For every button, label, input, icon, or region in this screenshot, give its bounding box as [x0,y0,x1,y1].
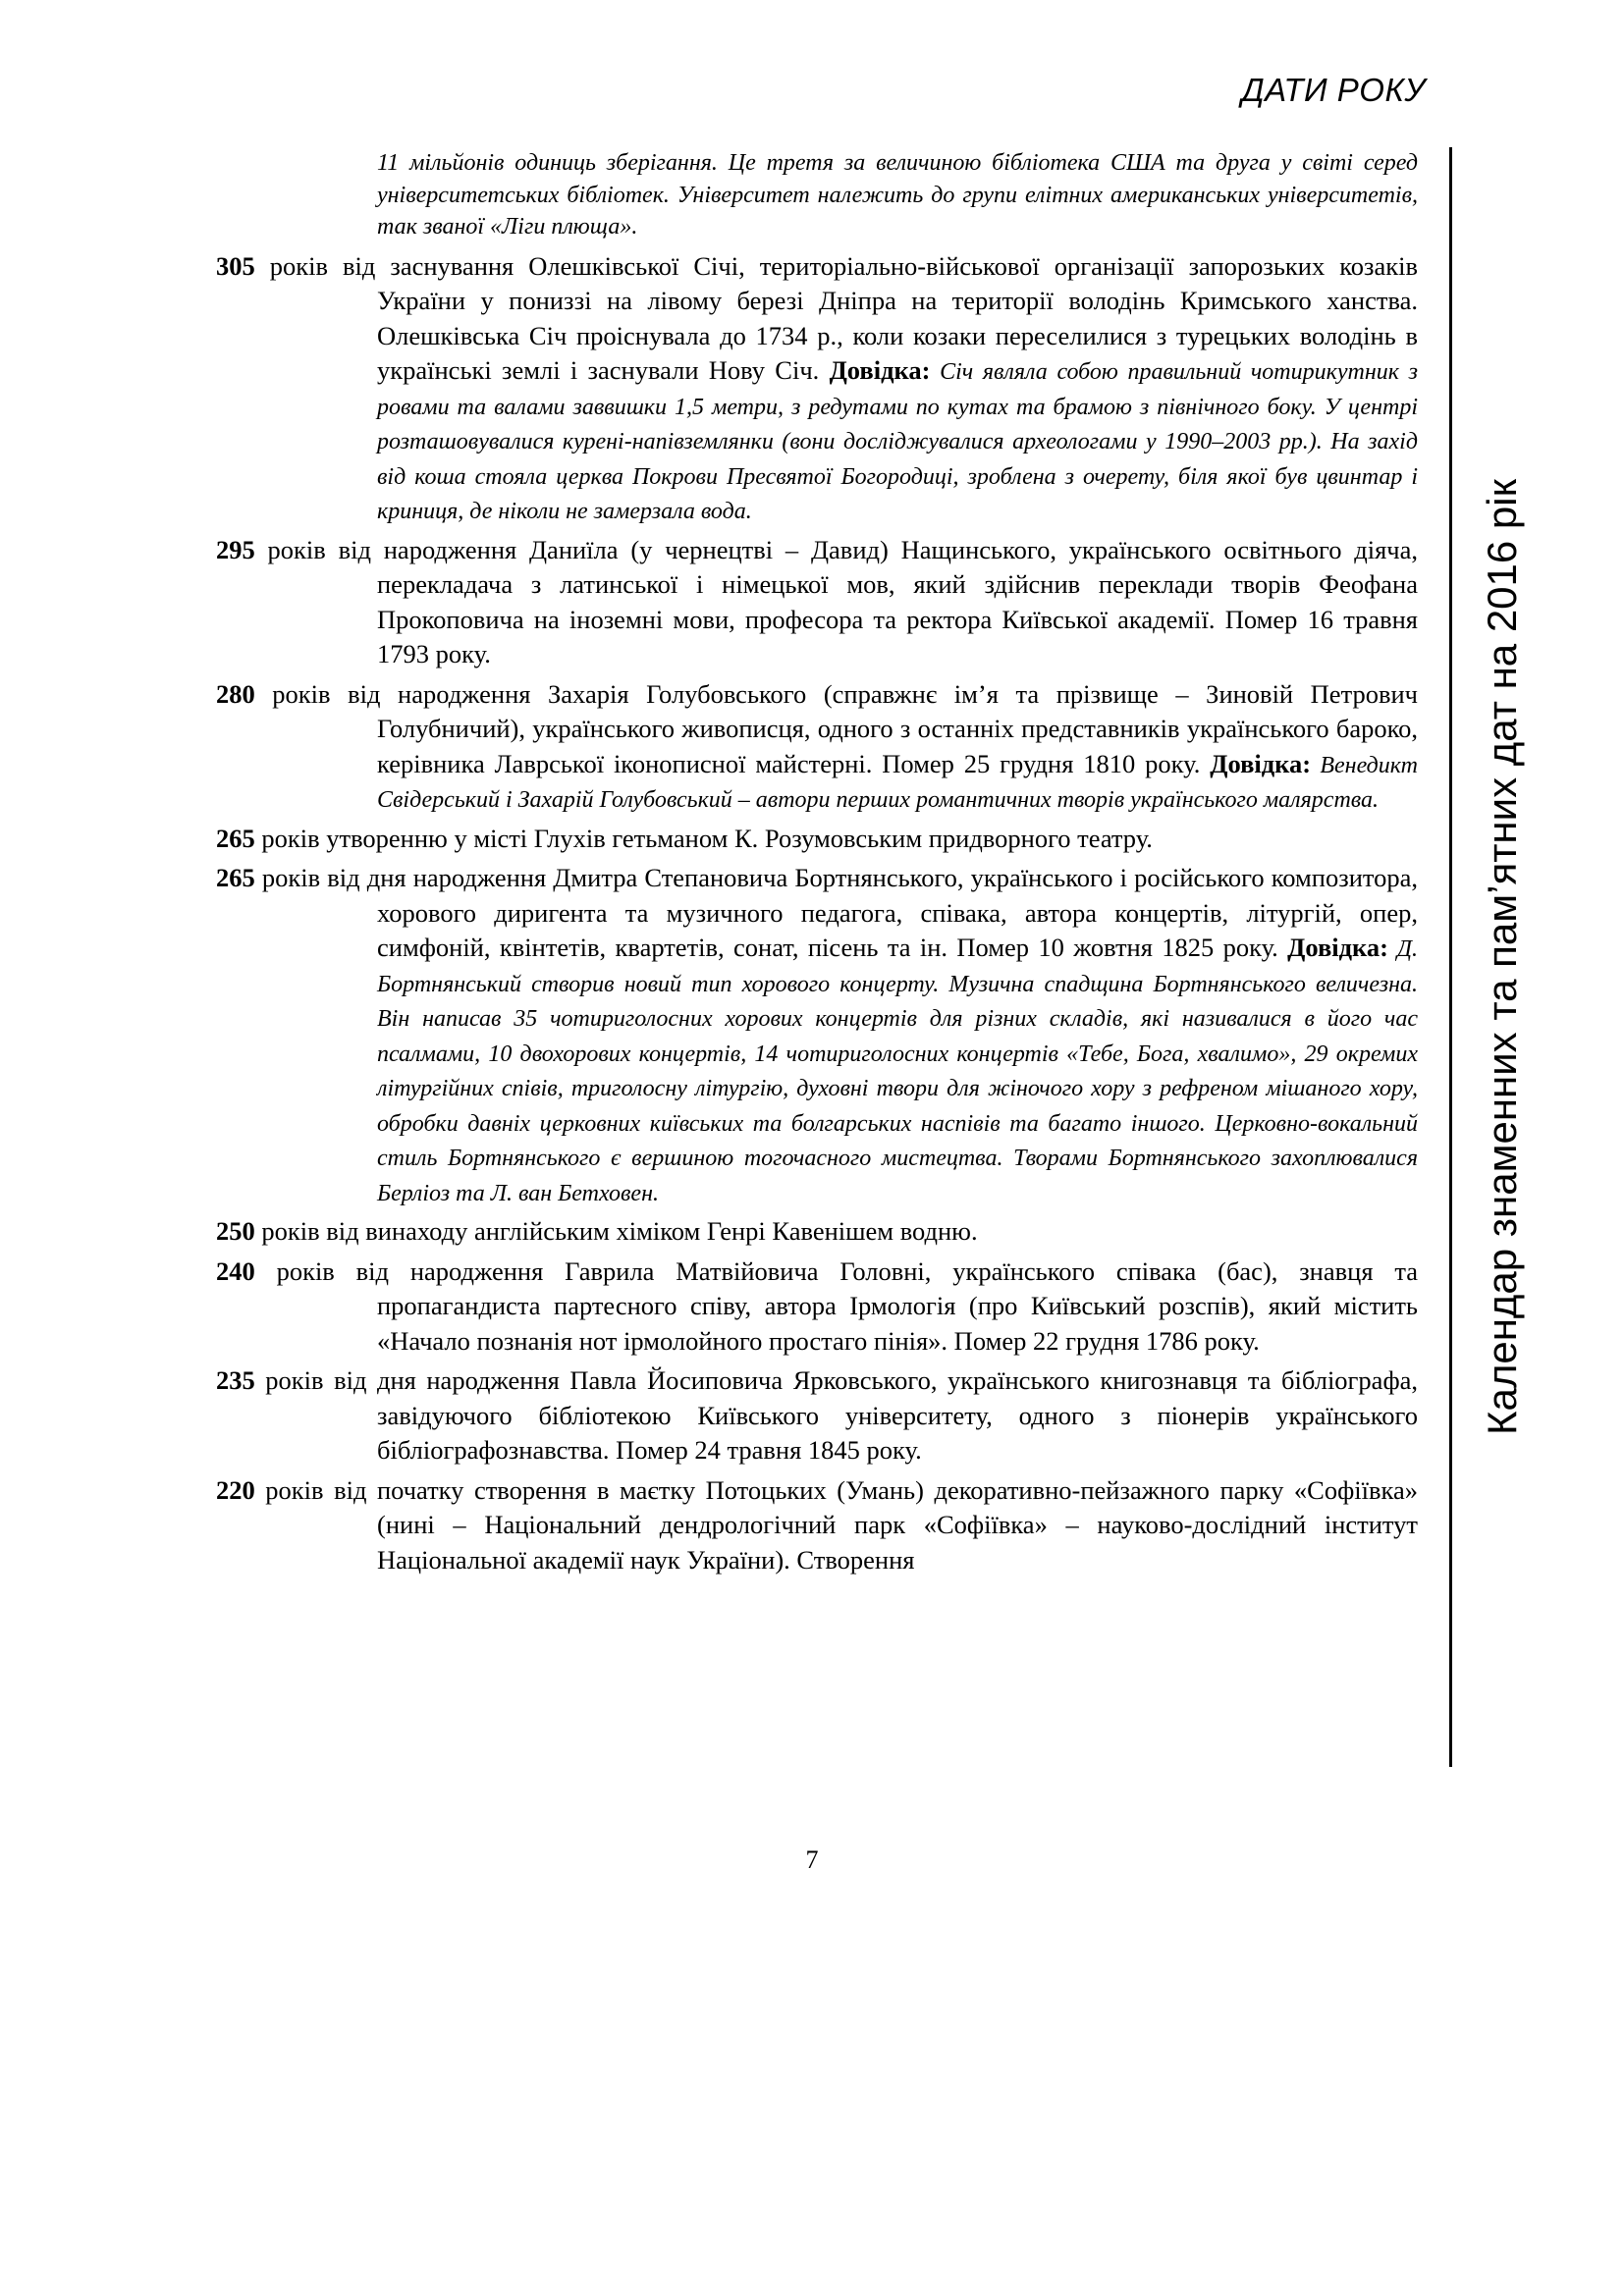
entry-anniversary-number: 295 [216,534,255,564]
date-entry [216,822,1418,857]
entry-text: років утворенню у місті Глухів гетьманом К. Розумовським придворного театру. [254,823,1153,853]
running-header: ДАТИ РОКУ [1241,72,1426,108]
entry-anniversary-number: 240 [216,1255,255,1286]
side-title-container [1463,147,1542,1767]
side-title: Календар знаменних та пам’ятних дат на 2016 рік [1479,479,1525,1435]
side-divider [1449,147,1452,1767]
entry-anniversary-number: 265 [216,823,255,853]
page-number: 7 [805,1845,819,1874]
entry-text: років від дня народження Дмитра Степановича Бортнянського, українського і російського композитора, хорового диригента та музичного педагога, співака, автора концертів, літургій, опер, симфоній, квінтетів, квартетів, сонат, пісень та ін. Помер 10 жовтня 1825 року. [254,863,1418,962]
entry-text: років від народження Гаврила Матвійовича Головні, українського співака (бас), знавця та пропагандиста партесного співу, автора Ірмологія (про Київський розспів), який містить «Начало познанія нот ірмолойного простаго пінія». Помер 22 грудня 1786 року. [254,1255,1418,1356]
date-entry [216,1363,1418,1468]
entry-text: років від заснування Олешківської Січі, територіально-військової організації запорозьких козаків України у пониззі на лівому березі Дніпра на території володінь Кримського ханства. Олешківська Січ проіснувала до 1734 р., коли козаки переселилися з турецьких володінь в українські землі і заснували Нову Січ. [254,250,1418,385]
entry-anniversary-number: 220 [216,1474,255,1505]
date-entry [216,861,1418,1209]
date-entry [216,533,1418,672]
entry-note-label: Довідка: [1287,933,1388,962]
entry-text: років від винаходу англійським хіміком Генрі Кавенішем водню. [254,1216,978,1246]
entry-anniversary-number: 280 [216,678,255,709]
page-content [216,147,1418,1582]
entry-note: Січ являла собою правильний чотирикутник з ровами та валами заввишки 1,5 метри, з редутами по кутах та брамою з північного боку. У центрі розташовувалися курені-напівземлянки (вони досліджувалися археологами у 1990–2003 рр.). На захід від коша стояла церква Покрови Пресвятої Богородиці, зроблена з очерету, біля якої був цвинтар і криниця, де ніколи не замерзала вода. [377,359,1418,524]
date-entry [216,1255,1418,1360]
entry-text: років від народження Даниїла (у чернецтві – Давид) Нащинського, українського освітнього діяча, перекладача з латинської і німецької мов, який здійснив переклади творів Феофана Прокоповича на іноземні мови, професора та ректора Київської академії. Помер 16 травня 1793 року. [254,534,1418,668]
entry-text: років від початку створення в маєтку Потоцьких (Умань) декоративно-пейзажного парку «Софіївка» (нині – Національний дендрологічний парк «Софіївка» – науково-дослідний інститут Національної академії наук України). Створення [254,1474,1418,1575]
entry-anniversary-number: 305 [216,250,255,281]
entry-note: Венедикт Свідерський і Захарій Голубовський – автори перших романтичних творів українського малярства. [377,752,1419,813]
entry-text: років від дня народження Павла Йосиповича Ярковського, українського книгознавця та бібліографа, завідуючого бібліотекою Київського університету, одного з піонерів українського бібліографознавства. Помер 24 травня 1845 року. [254,1365,1418,1465]
entry-note: Д. Бортнянський створив новий тип хорового концерту. Музична спадщина Бортнянського величезна. Він написав 35 чотириголосних хорових концертів для різних складів, які називалися в його час псалмами, 10 двохорових концертів, 14 чотириголосних концертів «Тебе, Бога, хвалимо», 29 окремих літургійних співів, триголосну літургію, духовні твори для жіночого хору з рефреном мішаного хору, обробки давніх церковних київських та болгарських наспівів та багато іншого. Церковно-вокальний стиль Бортнянського є вершиною тогочасного мистецтва. Творами Бортнянського захоплювалися Берліоз та Л. ван Бетховен. [377,936,1418,1206]
date-entry [216,249,1418,528]
date-entry [216,677,1418,817]
date-entry [216,1473,1418,1578]
continuation-note: 11 мільйонів одиниць зберігання. Це третя за величиною бібліотека США та друга у світі серед університетських бібліотек. Університет належить до групи елітних американських університетів, так званої «Ліги плюща». [377,150,1418,240]
entries-list [216,249,1418,1578]
date-entry [216,1214,1418,1250]
entry-note-label: Довідка: [829,355,931,385]
entry-anniversary-number: 235 [216,1365,255,1395]
entry-anniversary-number: 250 [216,1216,255,1246]
entry-text: років від народження Захарія Голубовського (справжнє ім’я та прізвище – Зиновій Петрович Голубничий), українського живописця, одного з останніх представників українського бароко, керівника Лаврської іконописної майстерні. Помер 25 грудня 1810 року. [254,678,1418,778]
entry-note-label: Довідка: [1210,748,1312,778]
entry-anniversary-number: 265 [216,863,255,892]
